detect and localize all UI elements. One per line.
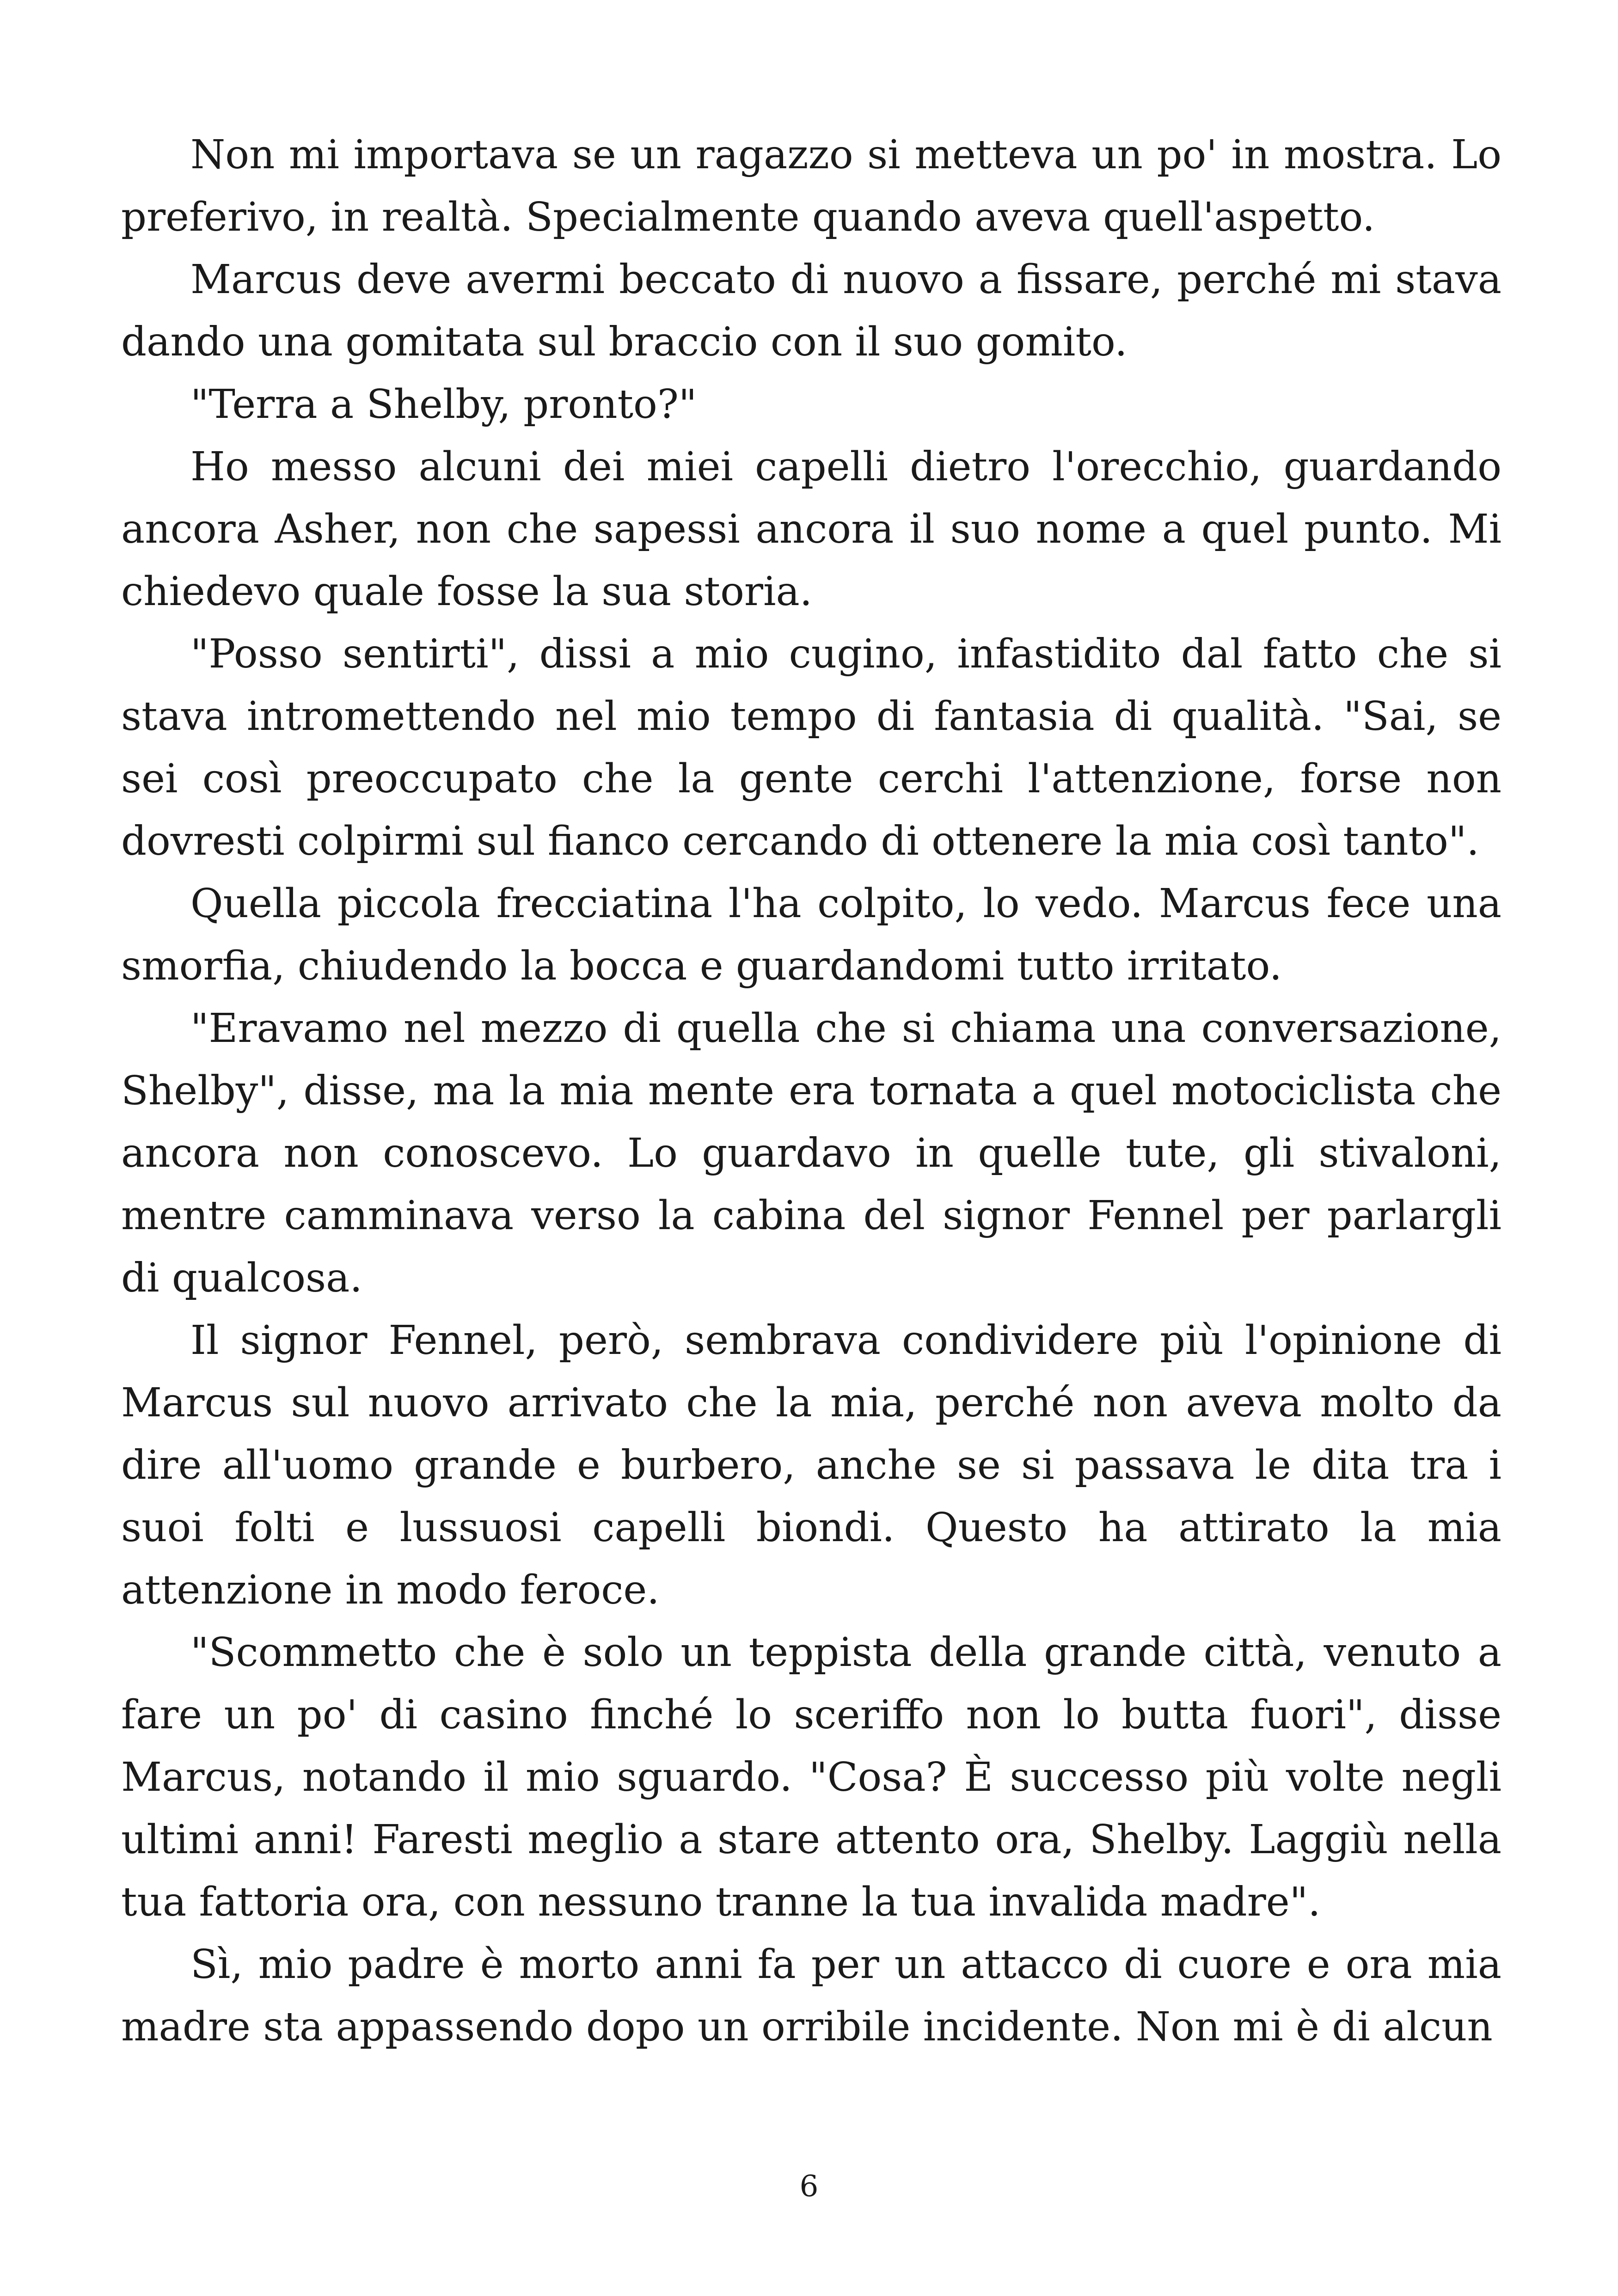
paragraph: "Scommetto che è solo un teppista della grande città, venuto a fare un po' di casino finché lo sceriffo non lo butta fuori", disse Marcus, notando il mio sguardo. "Cosa? È successo più volte negli ultimi anni! Faresti meglio a stare attento ora, Shelby. Laggiù nella tua fattoria ora, con nessuno tranne la tua invalida madre". bbox=[121, 1629, 1502, 1925]
page-number: 6 bbox=[799, 2169, 819, 2204]
paragraph: Sì, mio padre è morto anni fa per un attacco di cuore e ora mia madre sta appassendo dopo un orribile incidente. Non mi è di alcun bbox=[121, 1941, 1502, 2050]
paragraph: Marcus deve avermi beccato di nuovo a fissare, perché mi stava dando una gomitata sul braccio con il suo gomito. bbox=[121, 257, 1502, 365]
paragraph: "Eravamo nel mezzo di quella che si chiama una conversazione, Shelby", disse, ma la mia mente era tornata a quel motociclista che ancora non conoscevo. Lo guardavo in quelle tute, gli stivaloni, mentre camminava verso la cabina del signor Fennel per parlargli di qualcosa. bbox=[121, 1005, 1502, 1301]
paragraph: "Posso sentirti", dissi a mio cugino, infastidito dal fatto che si stava intromettendo nel mio tempo di fantasia di qualità. "Sai, se sei così preoccupato che la gente cerchi l'attenzione, forse non dovresti colpirmi sul fianco cercando di ottenere la mia così tanto". bbox=[121, 631, 1502, 864]
paragraph: "Terra a Shelby, pronto?" bbox=[190, 381, 697, 428]
body-text bbox=[121, 124, 1502, 2058]
paragraph: Ho messo alcuni dei miei capelli dietro l'orecchio, guardando ancora Asher, non che sapessi ancora il suo nome a quel punto. Mi chiedevo quale fosse la sua storia. bbox=[121, 444, 1502, 615]
paragraph: Quella piccola frecciatina l'ha colpito, lo vedo. Marcus fece una smorfia, chiudendo la bocca e guardandomi tutto irritato. bbox=[121, 881, 1502, 989]
paragraph: Il signor Fennel, però, sembrava condividere più l'opinione di Marcus sul nuovo arrivato che la mia, perché non aveva molto da dire all'uomo grande e burbero, anche se si passava le dita tra i suoi folti e lussuosi capelli biondi. Questo ha attirato la mia attenzione in modo feroce. bbox=[121, 1317, 1502, 1613]
paragraph: Non mi importava se un ragazzo si metteva un po' in mostra. Lo preferivo, in realtà. Specialmente quando aveva quell'aspetto. bbox=[121, 132, 1502, 240]
